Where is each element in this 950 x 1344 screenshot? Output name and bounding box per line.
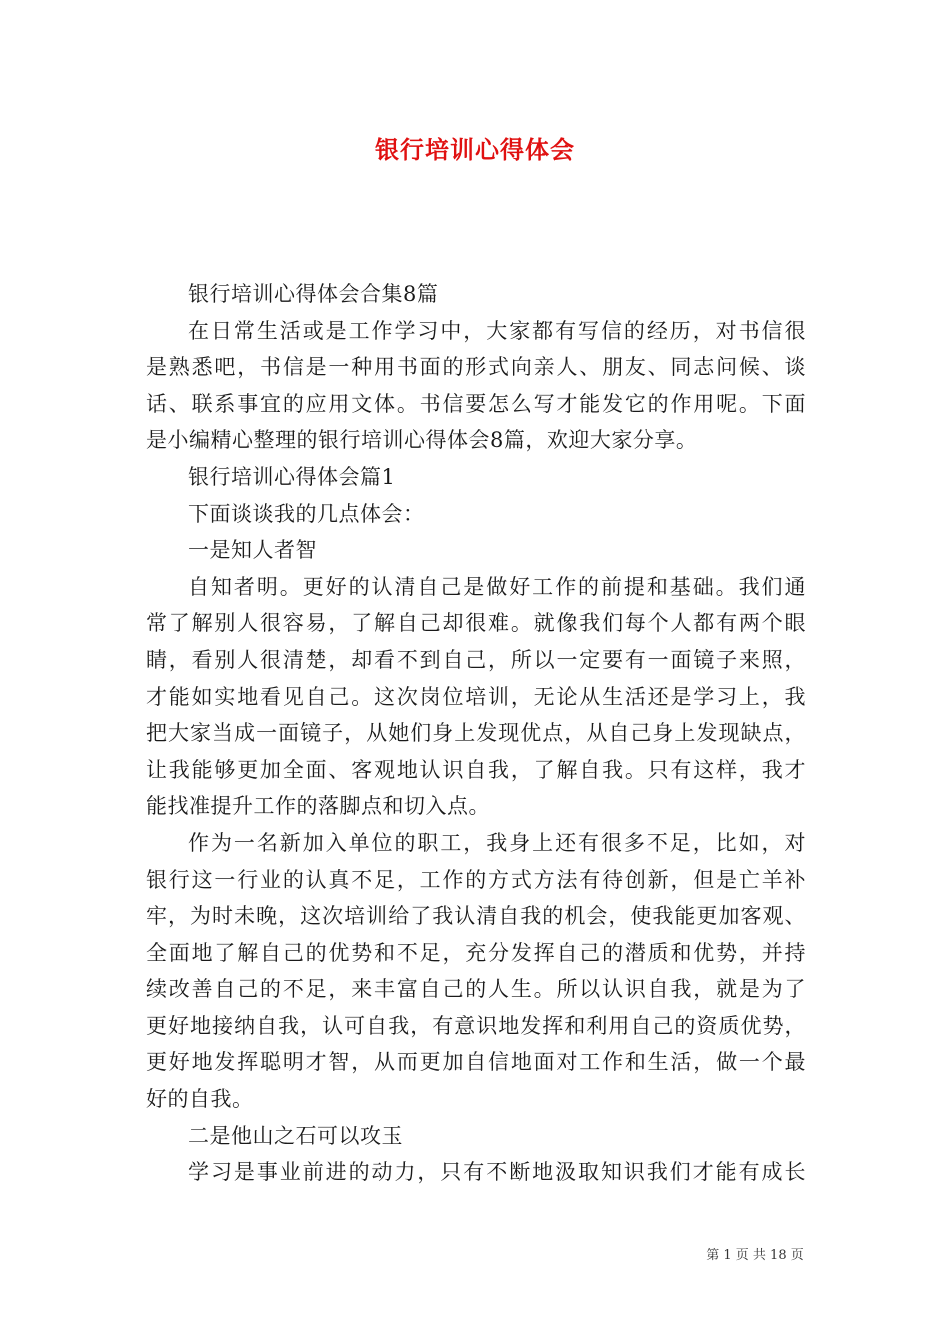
body-line: 睛，看别人很清楚，却看不到自己，所以一定要有一面镜子来照， <box>146 647 806 672</box>
body-line: 银行这一行业的认真不足，工作的方式方法有待创新，但是亡羊补 <box>146 867 806 892</box>
body-line: 好的自我。 <box>146 1087 254 1112</box>
body-line: 下面谈谈我的几点体会： <box>188 501 425 526</box>
body-line: 全面地了解自己的优势和不足，充分发挥自己的潜质和优势，并持 <box>146 940 806 965</box>
body-line: 常了解别人很容易，了解自己却很难。就像我们每个人都有两个眼 <box>146 611 806 636</box>
body-line: 是小编精心整理的银行培训心得体会8篇，欢迎大家分享。 <box>146 428 698 453</box>
body-line: 话、联系事宜的应用文体。书信要怎么写才能发它的作用呢。下面 <box>146 391 806 416</box>
body-line: 牢，为时未晚，这次培训给了我认清自我的机会，使我能更加客观、 <box>146 904 806 929</box>
section-heading: 银行培训心得体会篇1 <box>188 464 396 489</box>
body-line: 银行培训心得体会合集8篇 <box>188 282 439 306</box>
body-line: 更好地接纳自我，认可自我，有意识地发挥和利用自己的资质优势， <box>146 1013 806 1038</box>
body-line: 续改善自己的不足，来丰富自己的人生。所以认识自我，就是为了 <box>146 977 806 1002</box>
page-number-footer: 第 1 页 共 18 页 <box>706 1248 804 1263</box>
body-line: 在日常生活或是工作学习中，大家都有写信的经历，对书信很 <box>188 318 806 343</box>
document-title: 银行培训心得体会 <box>375 135 575 164</box>
body-line: 学习是事业前进的动力，只有不断地汲取知识我们才能有成长 <box>188 1160 806 1185</box>
body-line: 自知者明。更好的认清自己是做好工作的前提和基础。我们通 <box>188 574 806 599</box>
subsection-heading: 二是他山之石可以攻玉 <box>188 1123 403 1148</box>
body-line: 作为一名新加入单位的职工，我身上还有很多不足，比如，对 <box>188 830 806 855</box>
body-line: 让我能够更加全面、客观地认识自我，了解自我。只有这样，我才 <box>146 757 806 782</box>
body-line: 能找准提升工作的落脚点和切入点。 <box>146 794 490 819</box>
document-body <box>146 276 806 1191</box>
body-line: 是熟悉吧，书信是一种用书面的形式向亲人、朋友、同志问候、谈 <box>146 355 806 380</box>
body-line: 才能如实地看见自己。这次岗位培训，无论从生活还是学习上，我 <box>146 684 806 709</box>
body-line: 更好地发挥聪明才智，从而更加自信地面对工作和生活，做一个最 <box>146 1050 806 1075</box>
subsection-heading: 一是知人者智 <box>188 538 317 563</box>
body-line: 把大家当成一面镜子，从她们身上发现优点，从自己身上发现缺点， <box>146 721 806 746</box>
